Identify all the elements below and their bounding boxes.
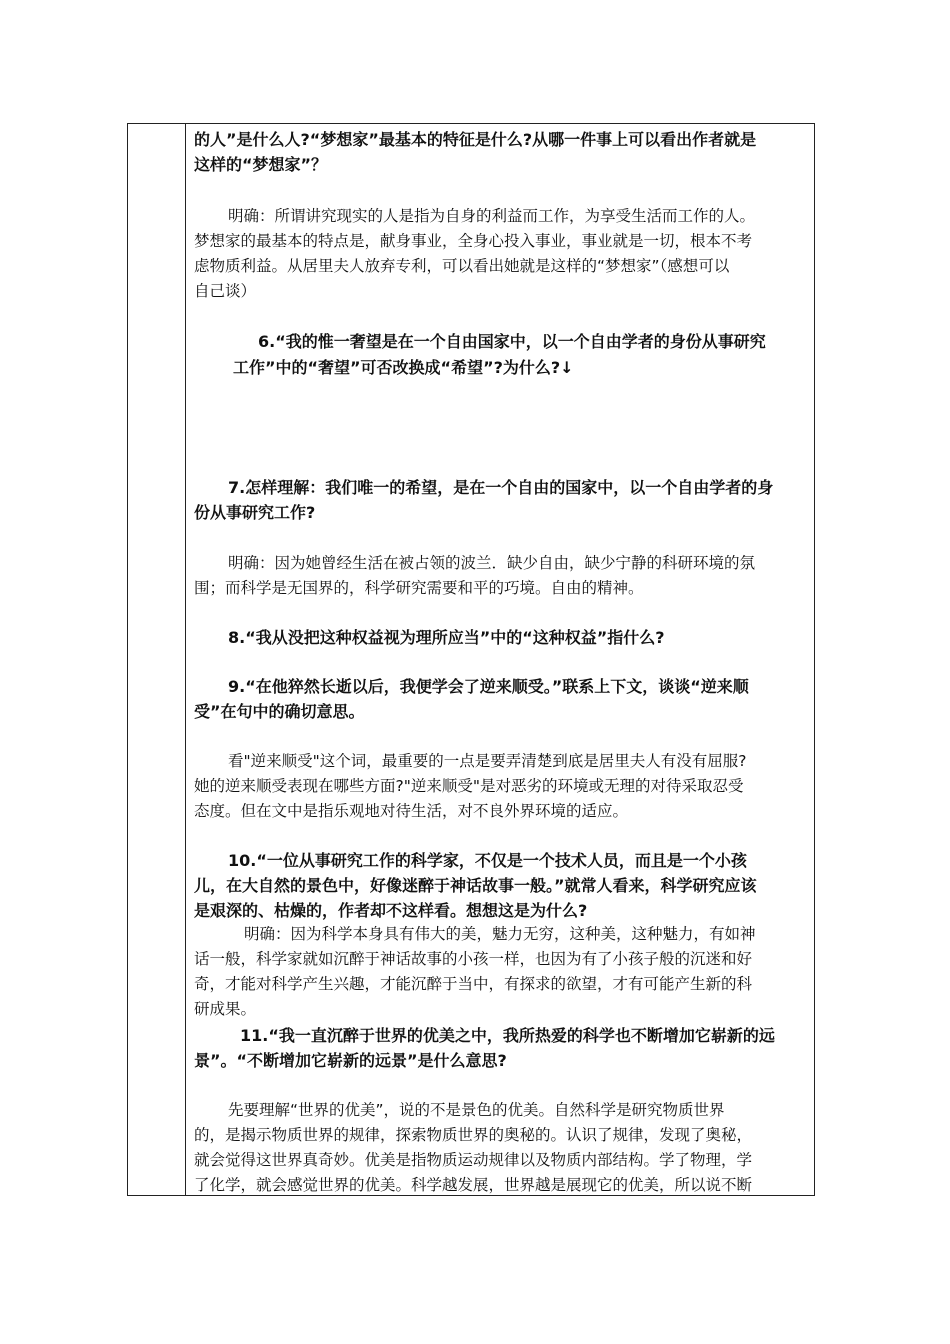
question-11-line-2: 景”。“不断增加它崭新的远景”是什么意思? xyxy=(194,1051,507,1070)
answer-10-line-4: 研成果。 xyxy=(194,1000,257,1018)
answer-5-line-1: 明确：所谓讲究现实的人是指为自身的利益而工作，为享受生活而工作的人。 xyxy=(228,207,756,225)
answer-10-line-1: 明确：因为科学本身具有伟大的美，魅力无穷，这种美，这种魅力，有如神 xyxy=(244,925,756,943)
question-6-line-2: 工作”中的“奢望”可否改换成“希望”?为什么?↓ xyxy=(233,358,574,377)
answer-11-line-3: 就会觉得这世界真奇妙。优美是指物质运动规律以及物质内部结构。学了物理，学 xyxy=(194,1151,753,1169)
table-left-column xyxy=(128,124,186,1195)
answer-11-line-4: 了化学，就会感觉世界的优美。科学越发展，世界越是展现它的优美，所以说不断 xyxy=(194,1176,753,1194)
question-6-line-1: 6.“我的惟一奢望是在一个自由国家中，以一个自由学者的身份从事研究 xyxy=(258,332,766,351)
question-10-line-3: 是艰深的、枯燥的，作者却不这样看。想想这是为什么? xyxy=(194,901,588,920)
answer-10-line-2: 话一般，科学家就如沉醉于神话故事的小孩一样，也因为有了小孩子般的沉迷和好 xyxy=(194,950,753,968)
question-9-line-2: 受”在句中的确切意思。 xyxy=(194,702,365,721)
answer-5-line-3: 虑物质利益。从居里夫人放弃专利，可以看出她就是这样的“梦想家”（感想可以 xyxy=(194,257,730,275)
answer-5-line-4: 自己谈） xyxy=(194,282,257,300)
question-10-line-1: 10.“一位从事研究工作的科学家，不仅是一个技术人员，而且是一个小孩 xyxy=(228,851,747,870)
document-table xyxy=(127,123,815,1196)
answer-7-line-2: 围；而科学是无国界的，科学研究需要和平的巧境。自由的精神。 xyxy=(194,579,644,597)
table-content-cell xyxy=(186,124,814,1195)
answer-11-line-2: 的，是揭示物质世界的规律，探索物质世界的奥秘的。认识了规律，发现了奥秘， xyxy=(194,1126,753,1144)
question-5-line-2: 这样的“梦想家”？ xyxy=(194,155,328,174)
answer-7-line-1: 明确：因为她曾经生活在被占领的波兰．缺少自由，缺少宁静的科研环境的氛 xyxy=(228,554,756,572)
answer-10-line-3: 奇，才能对科学产生兴趣，才能沉醉于当中，有探求的欲望，才有可能产生新的科 xyxy=(194,975,753,993)
question-10-line-2: 儿，在大自然的景色中，好像迷醉于神话故事一般。”就常人看来，科学研究应该 xyxy=(194,876,757,895)
answer-5-line-2: 梦想家的最基本的特点是，献身事业，全身心投入事业，事业就是一切，根本不考 xyxy=(194,232,753,250)
question-11-line-1: 11.“我一直沉醉于世界的优美之中，我所热爱的科学也不断增加它崭新的远 xyxy=(240,1026,775,1045)
answer-9-line-1: 看"逆来顺受"这个词，最重要的一点是要弄清楚到底是居里夫人有没有屈服? xyxy=(228,752,747,770)
answer-11-line-1: 先要理解“世界的优美”，说的不是景色的优美。自然科学是研究物质世界 xyxy=(228,1101,725,1119)
question-5-line-1: 的人”是什么人?“梦想家”最基本的特征是什么?从哪一件事上可以看出作者就是 xyxy=(194,130,757,149)
question-7-line-2: 份从事研究工作? xyxy=(194,503,316,522)
question-9-line-1: 9.“在他猝然长逝以后，我便学会了逆来顺受。”联系上下文，谈谈“逆来顺 xyxy=(228,677,749,696)
answer-9-line-3: 态度。但在文中是指乐观地对待生活，对不良外界环境的适应。 xyxy=(194,802,629,820)
question-8: 8.“我从没把这种权益视为理所应当”中的“这种权益”指什么? xyxy=(228,628,665,647)
answer-9-line-2: 她的逆来顺受表现在哪些方面?"逆来顺受"是对恶劣的环境或无理的对待采取忍受 xyxy=(194,777,744,795)
question-7-line-1: 7.怎样理解：我们唯一的希望，是在一个自由的国家中，以一个自由学者的身 xyxy=(228,478,774,497)
